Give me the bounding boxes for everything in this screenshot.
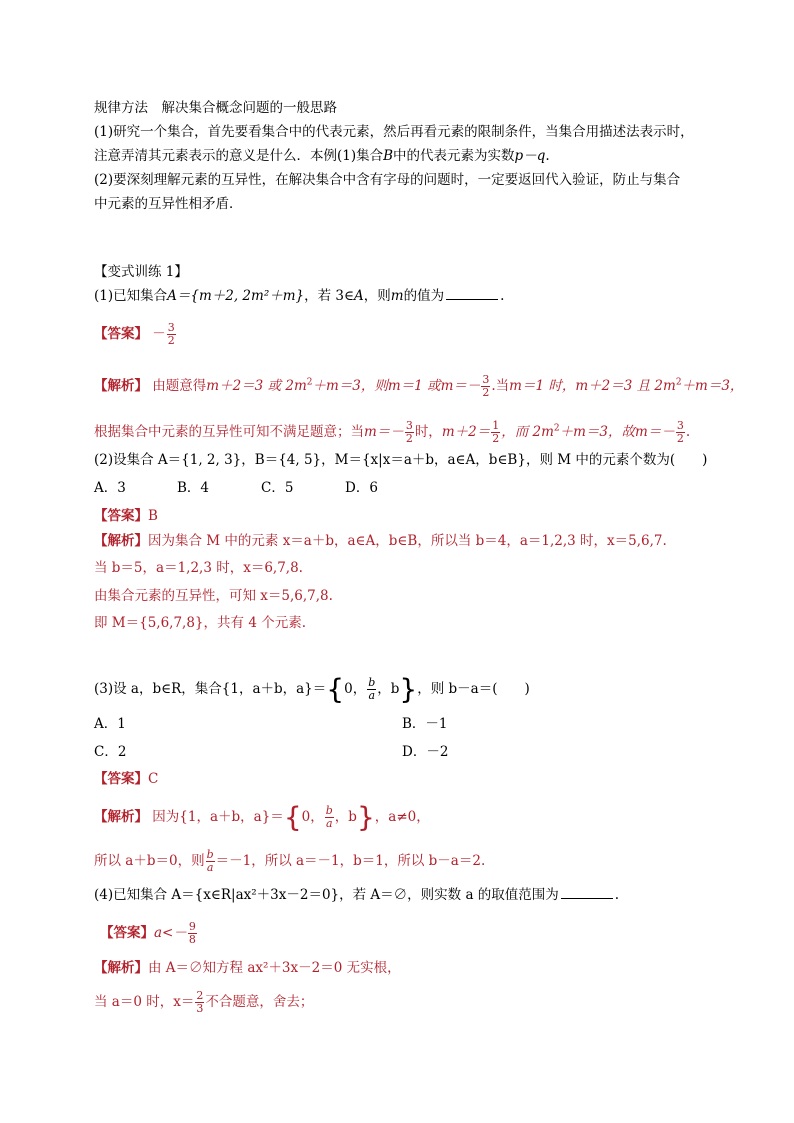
q3-analysis-line-1: 【解析】 因为{1，a＋b，a}＝{0， $\frac{b}{a}$ ，b}，a≠0， [94,800,430,834]
fraction: $\frac{3}{2}$ [405,419,413,445]
fraction: $\frac{3}{2}$ [482,373,490,399]
q1-answer: 【答案】 － $\frac{3}{2}$ [94,321,175,347]
answer-blank [561,886,613,899]
answer-blank [446,287,498,300]
q2-analysis-line-3: 由集合元素的互异性，可知 x＝5,6,7,8. [94,588,333,604]
method-paragraph-2b: 中元素的互异性相矛盾． [94,196,243,212]
q4-analysis-line-2: 当 a＝0 时，x＝ $\frac{2}{3}$ 不合题意，舍去； [94,989,314,1015]
fraction: $\frac{3}{2}$ [676,419,684,445]
q3-option-a: A．1 [94,716,126,732]
q3-option-d: D．－2 [402,744,449,760]
q2-option-c: C．5 [261,480,294,496]
fraction: $\frac{9}{8}$ [188,920,196,946]
q4-stem: (4)已知集合 A＝{x∈R|ax²＋3x－2＝0}，若 A＝∅，则实数 a 的取值范围为 . [94,887,620,903]
q3-option-b: B．－1 [402,716,448,732]
q1-stem: (1)已知集合A＝{m＋2, 2m²＋m}，若 3∈A，则m的值为 . [94,288,505,304]
method-title: 规律方法 解决集合概念问题的一般思路 [94,100,337,116]
q2-answer: 【答案】B [94,508,158,524]
fraction: $\frac{b}{a}$ [325,804,333,830]
q1-analysis-line-1: 【解析】 由题意得m＋2＝3 或 $2m^2+m=3$，则m＝1 或m＝－ $\frac{3}{2}$ .当m＝1 时，m＋2＝3 且 $2m^2+m=3$， [94,373,744,399]
q2-analysis-line-4: 即 M＝{5,6,7,8}，共有 4 个元素. [94,615,306,631]
method-paragraph-1a: (1)研究一个集合，首先要看集合中的代表元素，然后再看元素的限制条件，当集合用描述法表示时， [94,124,694,140]
q2-analysis-line-1: 【解析】因为集合 M 中的元素 x＝a＋b，a∈A，b∈B，所以当 b＝4，a＝1,2,3 时，x＝5,6,7. [94,533,667,549]
fraction: $\frac{b}{a}$ [206,848,214,874]
training-header: 【变式训练 1】 [94,264,188,280]
q3-answer: 【答案】C [94,771,159,787]
fraction: $\frac{b}{a}$ [368,676,376,702]
q3-option-c: C．2 [94,744,127,760]
q4-answer: 【答案】a<－ $\frac{9}{8}$ [100,920,196,946]
q2-stem: (2)设集合 A＝{1, 2, 3}，B＝{4, 5}，M＝{x|x＝a＋b，a∈A，b∈B}，则 M 中的元素个数为( ) [94,452,708,468]
fraction: $\frac{1}{2}$ [492,419,500,445]
fraction: $\frac{3}{2}$ [167,321,175,347]
q2-option-b: B．4 [177,480,210,496]
q1-analysis-line-2: 根据集合中元素的互异性可知不满足题意；当m＝－ $\frac{3}{2}$ 时，m＋2＝ $\frac{1}{2}$ ，而 $2m^2+m=3$，故m＝－ $\frac{3}{2}$ . [94,419,691,445]
q3-stem: (3)设 a，b∈R，集合{1，a＋b，a}＝{0， $\frac{b}{a}$ ，b}，则 b－a＝( ) [94,672,530,706]
q2-option-a: A．3 [94,480,126,496]
q2-analysis-line-2: 当 b＝5，a＝1,2,3 时，x＝6,7,8. [94,560,303,576]
fraction: $\frac{2}{3}$ [196,989,204,1015]
method-paragraph-1b: 注意弄清其元素表示的意义是什么．本例(1)集合B中的代表元素为实数p－q. [94,148,550,164]
q4-analysis-line-1: 【解析】由 A＝∅知方程 ax²＋3x－2＝0 无实根， [94,960,401,976]
q3-analysis-line-2: 所以 a＋b＝0，则 $\frac{b}{a}$ ＝－1，所以 a＝－1，b＝1，所以 b－a＝2. [94,848,486,874]
q2-option-d: D．6 [345,480,378,496]
method-paragraph-2a: (2)要深刻理解元素的互异性，在解决集合中含有字母的问题时，一定要返回代入验证，防止与集合 [94,172,681,188]
